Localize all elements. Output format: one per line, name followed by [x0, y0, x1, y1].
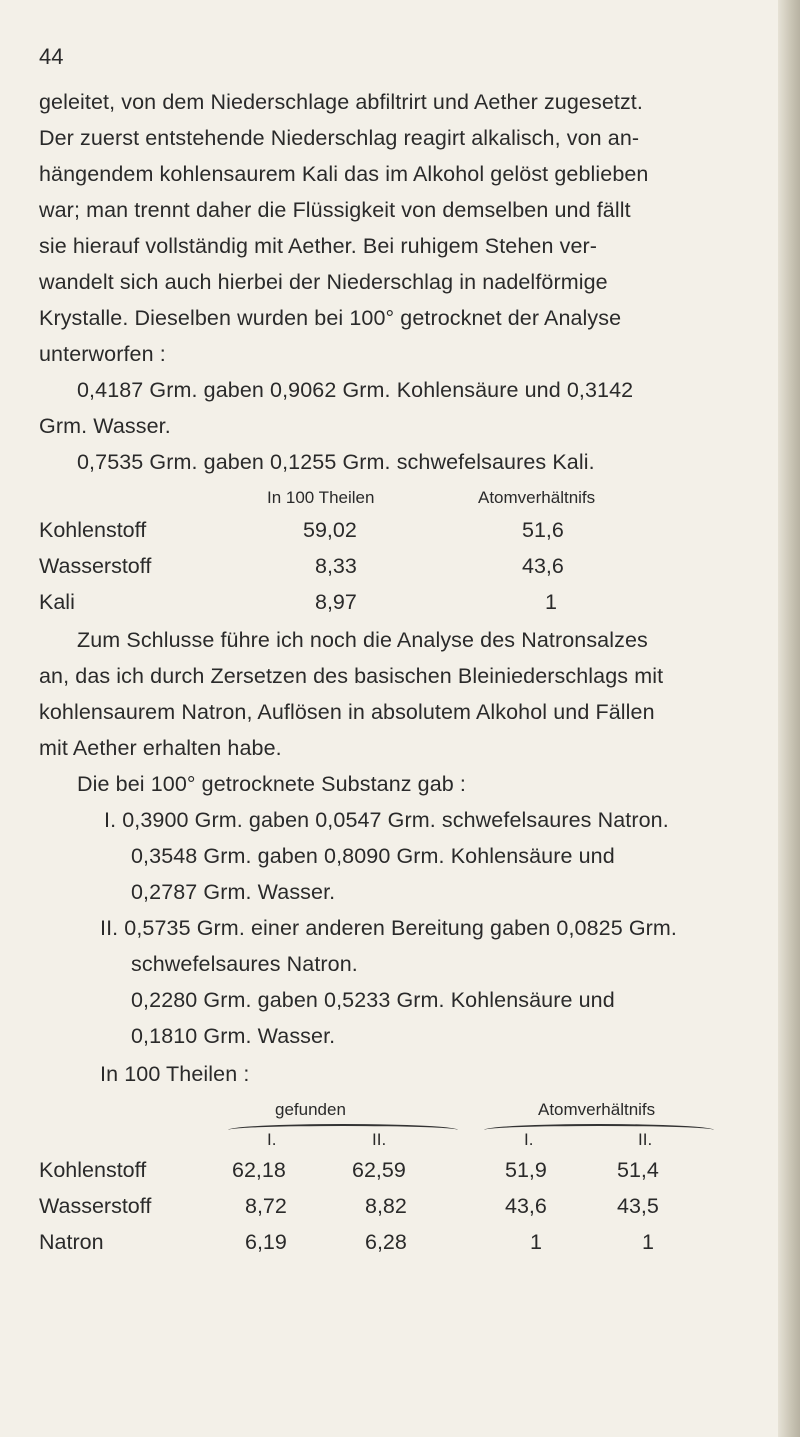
text-line: II. 0,5735 Grm. einer anderen Bereitung gaben 0,0825 Grm.	[100, 916, 677, 940]
table1-value: 1	[545, 590, 557, 614]
table2-value: 51,4	[617, 1158, 659, 1182]
text-line: hängendem kohlensaurem Kali das im Alkohol gelöst geblieben	[39, 162, 649, 186]
table2-value: 1	[642, 1230, 654, 1254]
text-line: schwefelsaures Natron.	[131, 952, 358, 976]
table2-subheader: II.	[638, 1130, 653, 1149]
text-line: Krystalle. Dieselben wurden bei 100° getrocknet der Analyse	[39, 306, 622, 330]
table2-label: Kohlenstoff	[39, 1158, 147, 1182]
text-line: Der zuerst entstehende Niederschlag reagirt alkalisch, von an-	[39, 126, 640, 150]
table2-value: 8,72	[245, 1194, 287, 1218]
table1-value: 8,33	[315, 554, 357, 578]
table2-value: 6,28	[365, 1230, 407, 1254]
table2-value: 43,5	[617, 1194, 659, 1218]
text-line: 0,7535 Grm. gaben 0,1255 Grm. schwefelsaures Kali.	[77, 450, 595, 474]
table1-value: 8,97	[315, 590, 357, 614]
table2-value: 51,9	[505, 1158, 547, 1182]
table2-value: 1	[530, 1230, 542, 1254]
table2-value: 43,6	[505, 1194, 547, 1218]
page-number: 44	[39, 44, 64, 69]
table2-group-header: gefunden	[275, 1100, 346, 1119]
text-line: 0,2280 Grm. gaben 0,5233 Grm. Kohlensäure und	[131, 988, 615, 1012]
table1-header: In 100 Theilen	[267, 488, 375, 507]
text-line: 0,3548 Grm. gaben 0,8090 Grm. Kohlensäure und	[131, 844, 615, 868]
text-line: kohlensaurem Natron, Auflösen in absolutem Alkohol und Fällen	[39, 700, 655, 724]
brace-found	[228, 1124, 458, 1136]
table1-label: Wasserstoff	[39, 554, 152, 578]
table1-value: 43,6	[522, 554, 564, 578]
brace-atom	[484, 1124, 714, 1136]
text-line: Zum Schlusse führe ich noch die Analyse des Natronsalzes	[77, 628, 648, 652]
table2-value: 6,19	[245, 1230, 287, 1254]
text-line: I. 0,3900 Grm. gaben 0,0547 Grm. schwefelsaures Natron.	[104, 808, 669, 832]
text-line: sie hierauf vollständig mit Aether. Bei ruhigem Stehen ver-	[39, 234, 598, 258]
table1-value: 59,02	[303, 518, 357, 542]
table2-label: Natron	[39, 1230, 104, 1254]
table1-label: Kali	[39, 590, 75, 614]
table1-label: Kohlenstoff	[39, 518, 147, 542]
text-line: Grm. Wasser.	[39, 414, 171, 438]
table2-subheader: II.	[372, 1130, 387, 1149]
text-line: geleitet, von dem Niederschlage abfiltrirt und Aether zugesetzt.	[39, 90, 643, 114]
table2-label: Wasserstoff	[39, 1194, 152, 1218]
text-line: unterworfen :	[39, 342, 166, 366]
table2-value: 8,82	[365, 1194, 407, 1218]
table1-value: 51,6	[522, 518, 564, 542]
table1-header: Atomverhältnifs	[478, 488, 596, 507]
text-line: Die bei 100° getrocknete Substanz gab :	[77, 772, 466, 796]
table2-subheader: I.	[267, 1130, 277, 1149]
table2-group-header: Atomverhältnifs	[538, 1100, 656, 1119]
table2-value: 62,59	[352, 1158, 406, 1182]
table2-value: 62,18	[232, 1158, 286, 1182]
table2-subheader: I.	[524, 1130, 534, 1149]
text-line: wandelt sich auch hierbei der Niederschlag in nadelförmige	[39, 270, 608, 294]
text-line: mit Aether erhalten habe.	[39, 736, 282, 760]
text-line: 0,4187 Grm. gaben 0,9062 Grm. Kohlensäure und 0,3142	[77, 378, 634, 402]
text-line: war; man trennt daher die Flüssigkeit von demselben und fällt	[39, 198, 631, 222]
text-line: 0,2787 Grm. Wasser.	[131, 880, 336, 904]
page-edge	[778, 0, 800, 1437]
text-line: In 100 Theilen :	[100, 1062, 250, 1086]
text-line: 0,1810 Grm. Wasser.	[131, 1024, 336, 1048]
text-line: an, das ich durch Zersetzen des basischen Bleiniederschlags mit	[39, 664, 664, 688]
